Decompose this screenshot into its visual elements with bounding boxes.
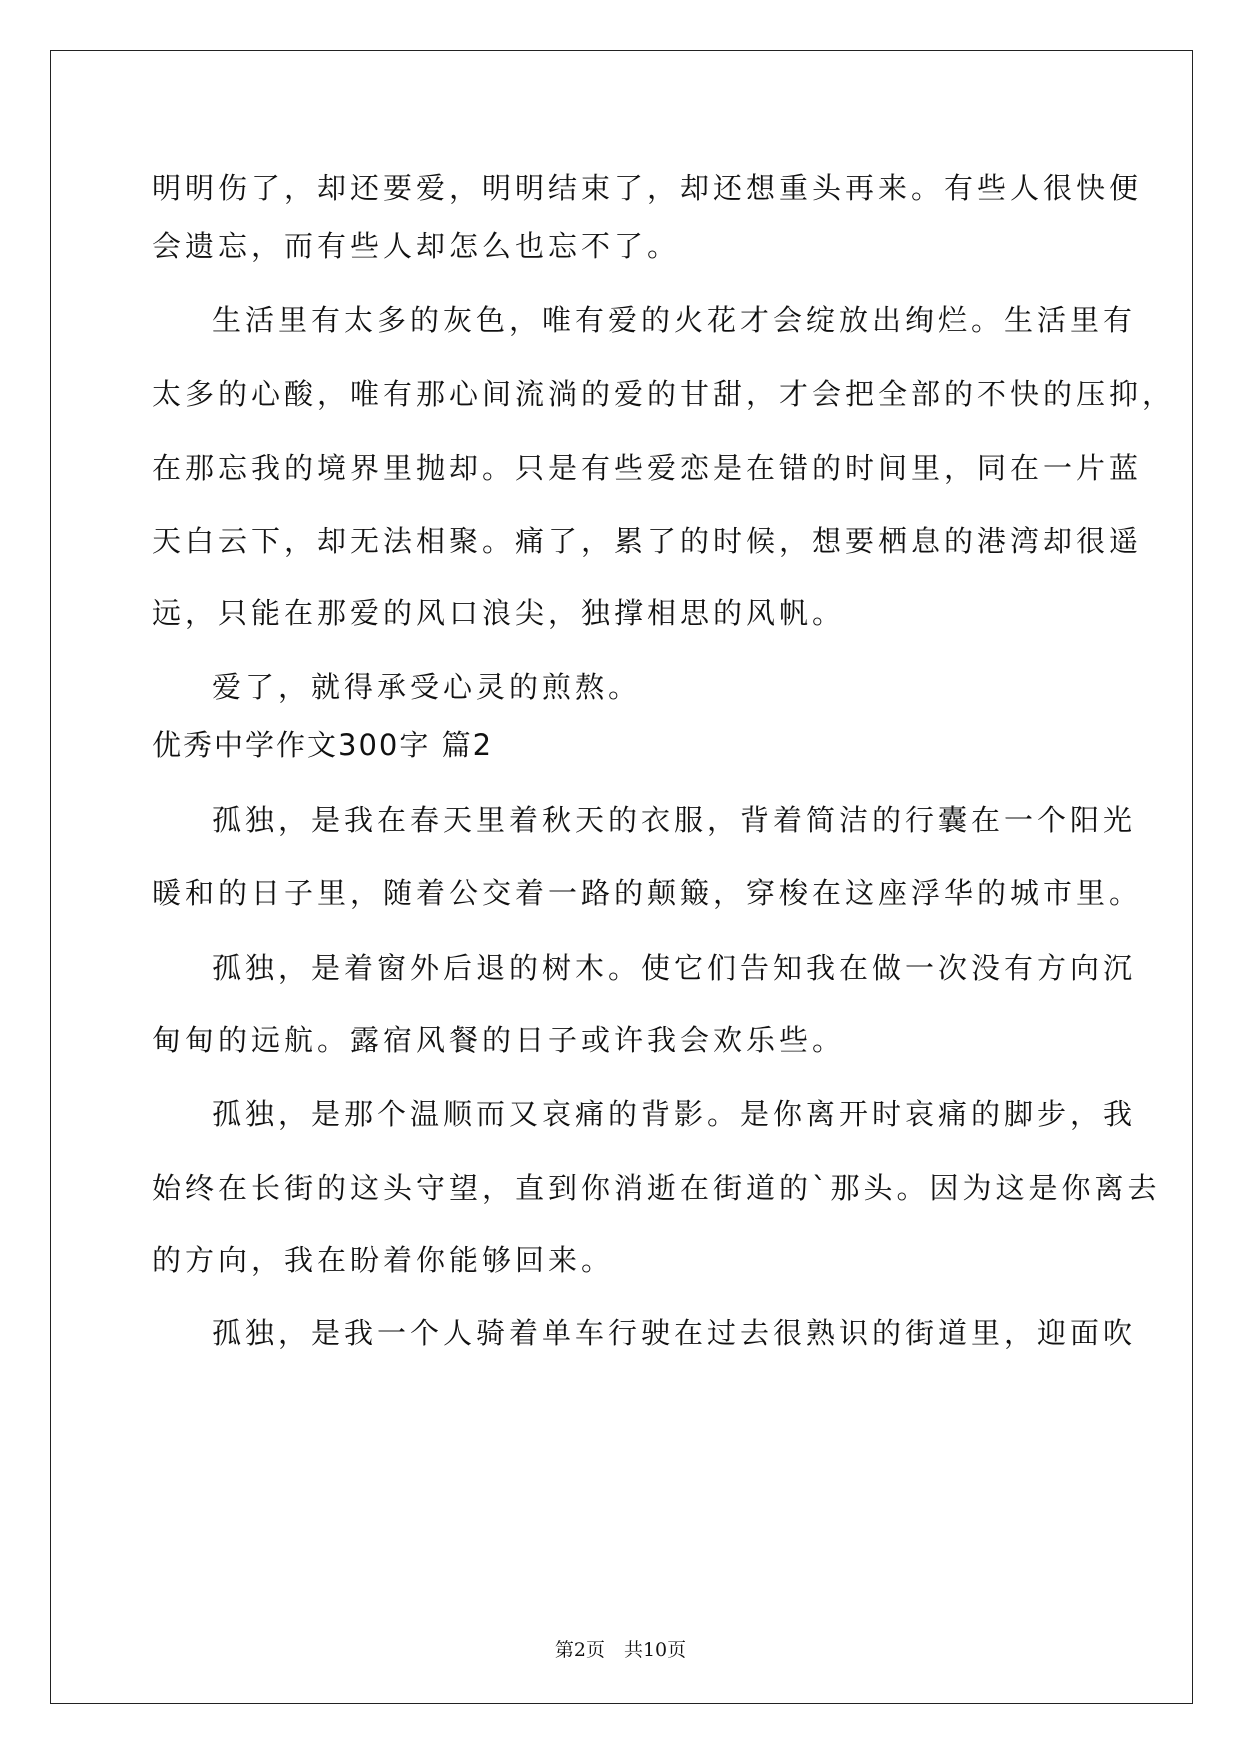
text-line: 天白云下，却无法相聚。痛了，累了的时候，想要栖息的港湾却很遥: [152, 524, 1143, 558]
text-line: 生活里有太多的灰色，唯有爱的火花才会绽放出绚烂。生活里有: [212, 303, 1137, 337]
section-heading: 优秀中学作文300字 篇2: [152, 728, 494, 762]
text-line: 爱了，就得承受心灵的煎熬。: [212, 670, 642, 704]
text-line: 暖和的日子里，随着公交着一路的颠簸，穿梭在这座浮华的城市里。: [152, 876, 1143, 910]
text-line: 始终在长街的这头守望，直到你消逝在街道的`那头。因为这是你离去: [152, 1171, 1161, 1205]
text-line: 孤独，是那个温顺而又哀痛的背影。是你离开时哀痛的脚步，我: [212, 1097, 1137, 1131]
text-line: 甸甸的远航。露宿风餐的日子或许我会欢乐些。: [152, 1023, 846, 1057]
text-line: 孤独，是我一个人骑着单车行驶在过去很熟识的街道里，迎面吹: [212, 1316, 1137, 1350]
text-line: 明明伤了，却还要爱，明明结束了，却还想重头再来。有些人很快便: [152, 171, 1143, 205]
text-line: 孤独，是我在春天里着秋天的衣服，背着简洁的行囊在一个阳光: [212, 803, 1137, 837]
text-line: 孤独，是着窗外后退的树木。使它们告知我在做一次没有方向沉: [212, 951, 1137, 985]
page-number-footer: 第2页 共10页: [554, 1639, 687, 1661]
text-line: 在那忘我的境界里抛却。只是有些爱恋是在错的时间里，同在一片蓝: [152, 451, 1143, 485]
text-line: 远，只能在那爱的风口浪尖，独撑相思的风帆。: [152, 596, 846, 630]
text-line: 会遗忘，而有些人却怎么也忘不了。: [152, 229, 681, 263]
text-line: 的方向，我在盼着你能够回来。: [152, 1243, 615, 1277]
text-line: 太多的心酸，唯有那心间流淌的爱的甘甜，才会把全部的不快的压抑，: [152, 377, 1176, 411]
